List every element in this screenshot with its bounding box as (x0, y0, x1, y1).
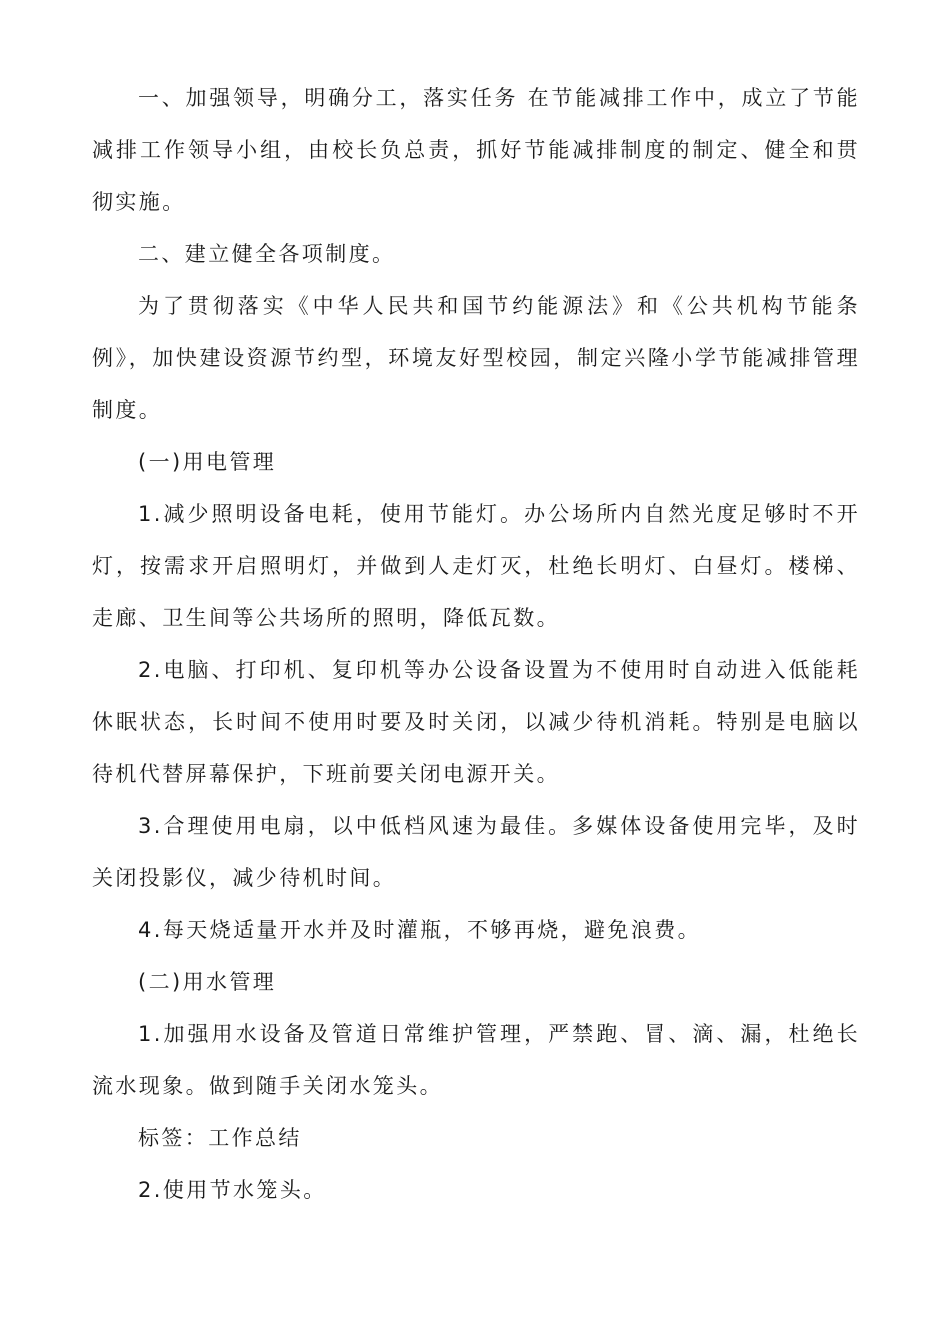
section-heading-water: (二)用水管理 (138, 970, 277, 994)
section-heading-electricity: (一)用电管理 (138, 450, 277, 474)
paragraph-purpose: 为了贯彻落实《中华人民共和国节约能源法》和《公共机构节能条例》，加快建设资源节约型，环境友好型校园，制定兴隆小学节能减排管理制度。 (92, 294, 860, 422)
document-body (92, 72, 860, 1216)
paragraph-water-1: 1.加强用水设备及管道日常维护管理，严禁跑、冒、滴、漏，杜绝长流水现象。做到随手关闭水笼头。 (92, 1022, 860, 1098)
tag-label: 标签：工作总结 (138, 1126, 302, 1150)
paragraph-water-2: 2.使用节水笼头。 (138, 1178, 327, 1202)
paragraph-electricity-3: 3.合理使用电扇，以中低档风速为最佳。多媒体设备使用完毕，及时关闭投影仪，减少待机时间。 (92, 814, 860, 890)
paragraph-electricity-4: 4.每天烧适量开水并及时灌瓶，不够再烧，避免浪费。 (138, 918, 702, 942)
paragraph-electricity-1: 1.减少照明设备电耗，使用节能灯。办公场所内自然光度足够时不开灯，按需求开启照明灯，并做到人走灯灭，杜绝长明灯、白昼灯。楼梯、走廊、卫生间等公共场所的照明，降低瓦数。 (92, 502, 860, 630)
paragraph-leadership: 一、加强领导，明确分工，落实任务 在节能减排工作中，成立了节能减排工作领导小组，由校长负总责，抓好节能减排制度的制定、健全和贯彻实施。 (92, 86, 860, 214)
paragraph-electricity-2: 2.电脑、打印机、复印机等办公设备设置为不使用时自动进入低能耗休眠状态，长时间不使用时要及时关闭，以减少待机消耗。特别是电脑以待机代替屏幕保护，下班前要关闭电源开关。 (92, 658, 860, 786)
heading-establish-systems: 二、建立健全各项制度。 (138, 242, 396, 266)
